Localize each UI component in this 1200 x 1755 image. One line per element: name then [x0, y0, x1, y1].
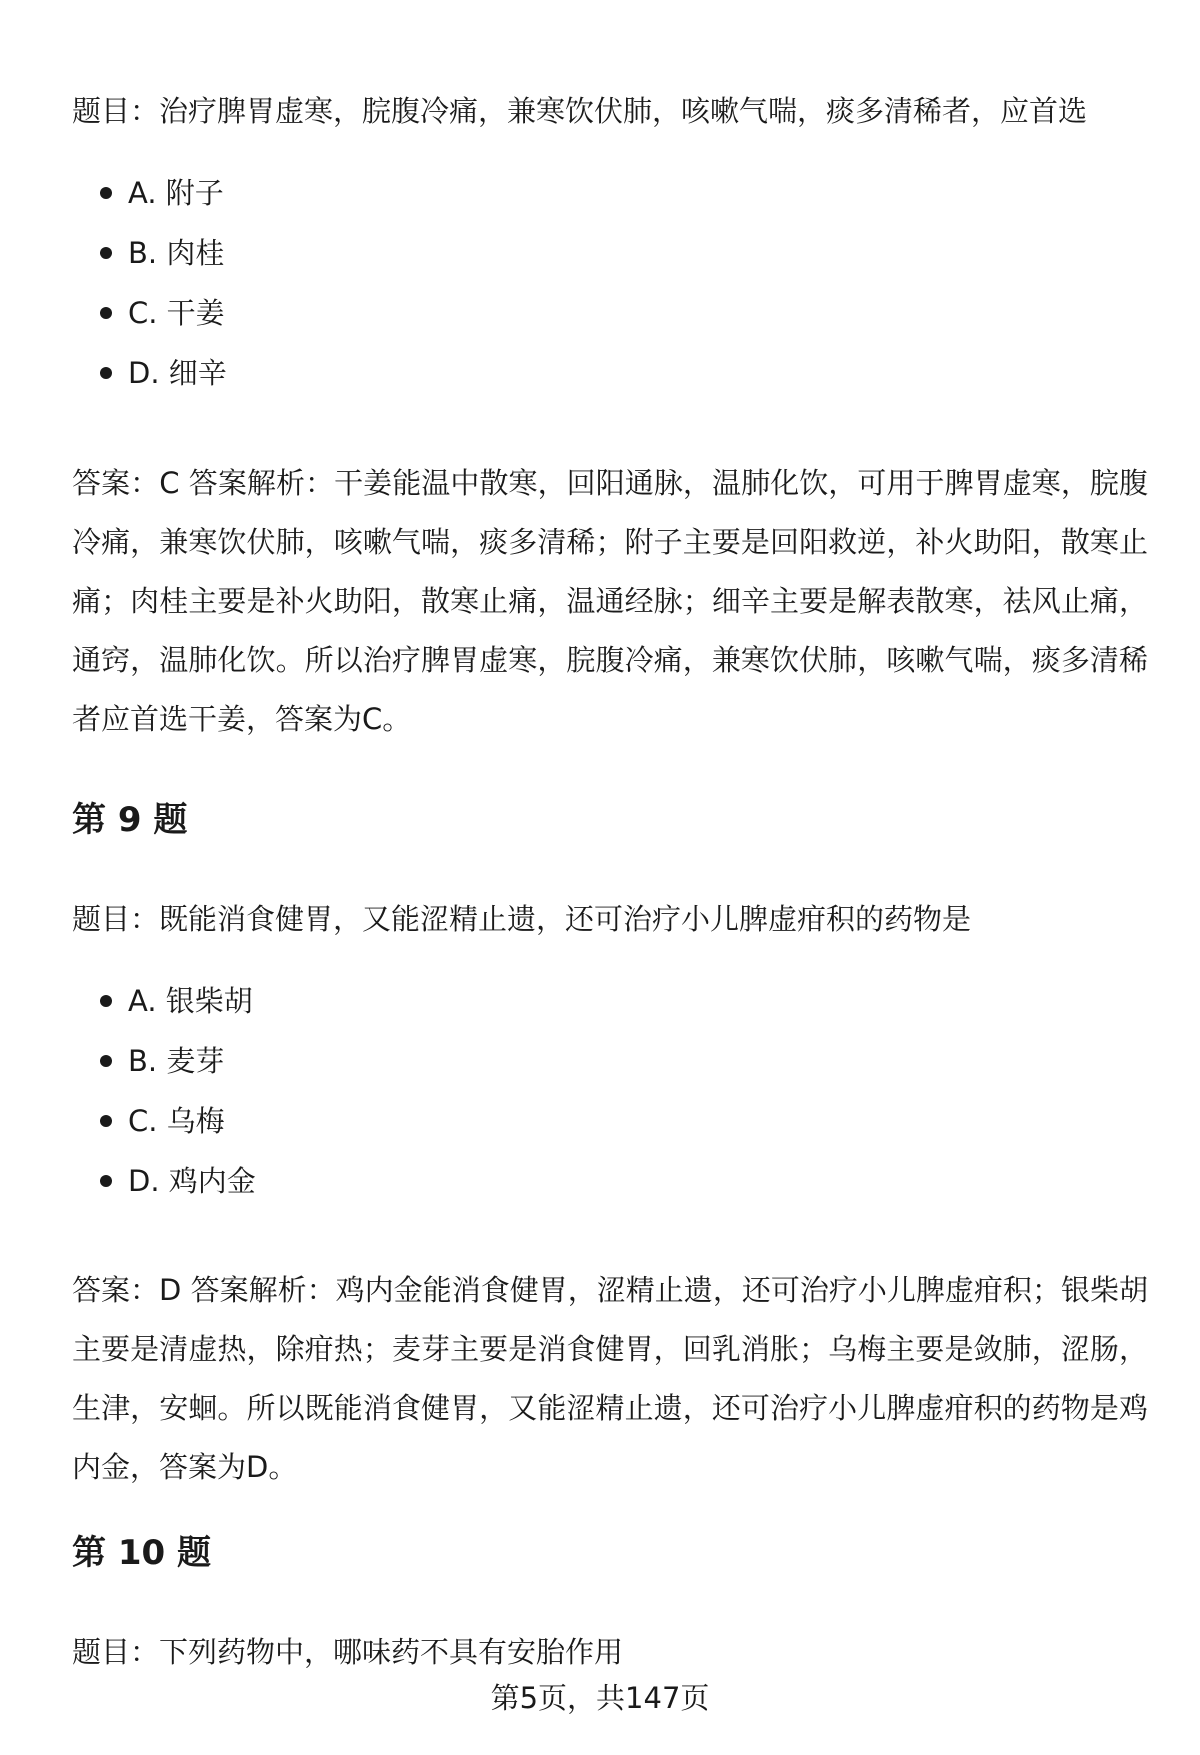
option-a	[72, 971, 256, 1031]
question-10-title: 第 10 题	[72, 1533, 211, 1573]
option-label: B. 麦芽	[128, 1044, 225, 1078]
document-page	[72, 0, 1148, 1755]
option-label: D. 鸡内金	[128, 1164, 256, 1198]
question-8-options	[72, 163, 227, 403]
bullet-icon	[100, 1055, 112, 1067]
option-c	[72, 1091, 256, 1151]
question-9-stem: 题目：既能消食健胃，又能涩精止遗，还可治疗小儿脾虚疳积的药物是	[72, 902, 972, 936]
question-8-answer: 答案：C 答案解析：干姜能温中散寒，回阳通脉，温肺化饮，可用于脾胃虚寒，脘腹冷痛，兼寒饮伏肺，咳嗽气喘，痰多清稀；附子主要是回阳救逆，补火助阳，散寒止痛；肉桂主要是补火助阳，散寒止痛，温通经脉；细辛主要是解表散寒，祛风止痛，通窍，温肺化饮。所以治疗脾胃虚寒，脘腹冷痛，兼寒饮伏肺，咳嗽气喘，痰多清稀者应首选干姜，答案为C。	[72, 466, 1148, 736]
option-d	[72, 1151, 256, 1211]
option-label: D. 细辛	[128, 356, 227, 390]
option-label: A. 银柴胡	[128, 984, 253, 1018]
option-label: C. 干姜	[128, 296, 225, 330]
bullet-icon	[100, 247, 112, 259]
option-a	[72, 163, 227, 223]
option-label: B. 肉桂	[128, 236, 225, 270]
page-number-footer: 第5页，共147页	[490, 1681, 710, 1715]
option-label: C. 乌梅	[128, 1104, 225, 1138]
bullet-icon	[100, 1175, 112, 1187]
question-9-answer: 答案：D 答案解析：鸡内金能消食健胃，涩精止遗，还可治疗小儿脾虚疳积；银柴胡主要是清虚热，除疳热；麦芽主要是消食健胃，回乳消胀；乌梅主要是敛肺，涩肠，生津，安蛔。所以既能消食健胃，又能涩精止遗，还可治疗小儿脾虚疳积的药物是鸡内金，答案为D。	[72, 1273, 1148, 1484]
bullet-icon	[100, 367, 112, 379]
bullet-icon	[100, 187, 112, 199]
question-10-stem: 题目：下列药物中，哪味药不具有安胎作用	[72, 1635, 624, 1669]
option-b	[72, 223, 227, 283]
bullet-icon	[100, 1115, 112, 1127]
option-b	[72, 1031, 256, 1091]
question-8-stem: 题目：治疗脾胃虚寒，脘腹冷痛，兼寒饮伏肺，咳嗽气喘，痰多清稀者，应首选	[72, 94, 1088, 128]
option-c	[72, 283, 227, 343]
question-9-options	[72, 971, 256, 1211]
bullet-icon	[100, 995, 112, 1007]
option-d	[72, 343, 227, 403]
bullet-icon	[100, 307, 112, 319]
question-9-title: 第 9 题	[72, 800, 188, 840]
option-label: A. 附子	[128, 176, 224, 210]
